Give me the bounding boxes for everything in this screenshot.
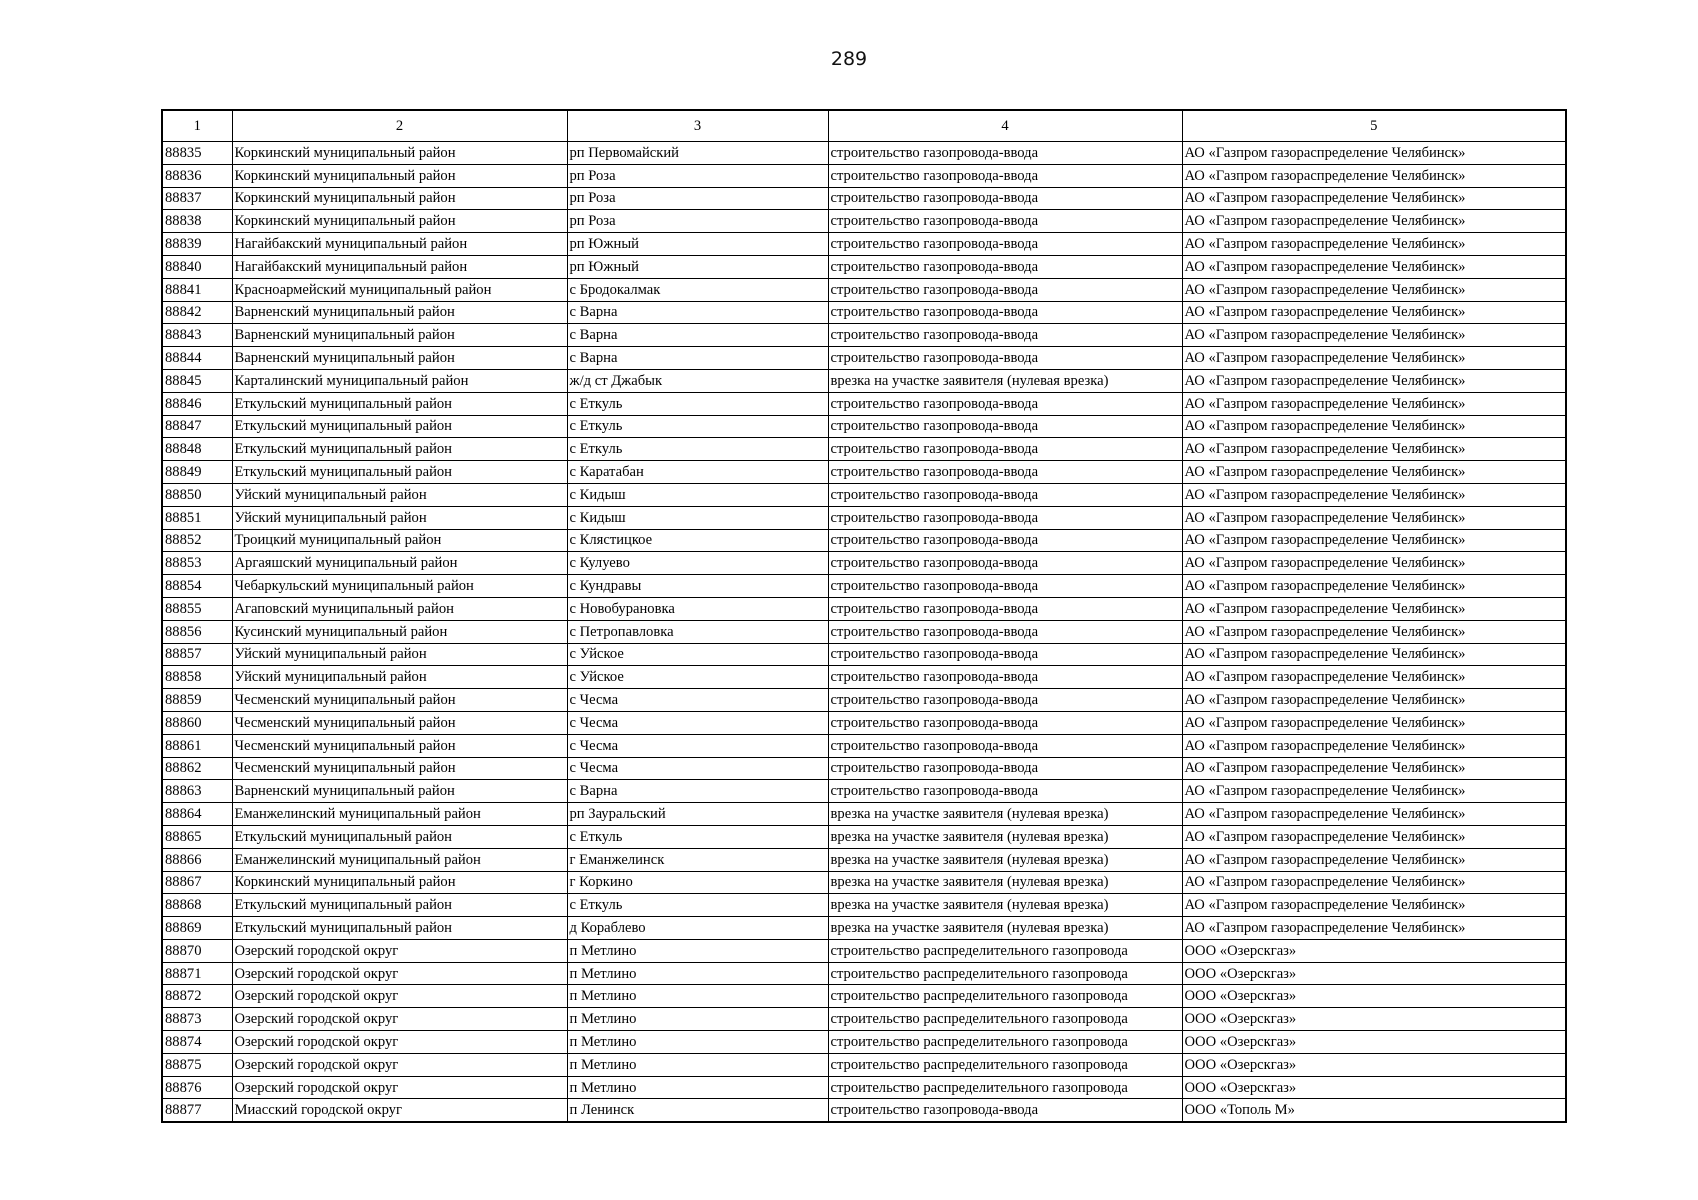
row-number-cell: 88837 (162, 187, 232, 210)
work-type-cell: строительство газопровода-ввода (828, 575, 1182, 598)
organization-cell: АО «Газпром газораспределение Челябинск» (1182, 255, 1566, 278)
work-type-cell: врезка на участке заявителя (нулевая врезка) (828, 894, 1182, 917)
work-type-cell: строительство газопровода-ввода (828, 734, 1182, 757)
settlement-cell: с Чесма (567, 711, 828, 734)
table-row (162, 301, 1566, 324)
district-cell: Озерский городской округ (232, 1076, 567, 1099)
settlement-cell: с Еткуль (567, 438, 828, 461)
settlement-cell: п Метлино (567, 1031, 828, 1054)
organization-cell: АО «Газпром газораспределение Челябинск» (1182, 803, 1566, 826)
row-number-cell: 88874 (162, 1031, 232, 1054)
district-cell: Аргаяшский муниципальный район (232, 552, 567, 575)
work-type-cell: строительство газопровода-ввода (828, 438, 1182, 461)
work-type-cell: врезка на участке заявителя (нулевая врезка) (828, 871, 1182, 894)
row-number-cell: 88860 (162, 711, 232, 734)
row-number-cell: 88836 (162, 164, 232, 187)
work-type-cell: строительство газопровода-ввода (828, 278, 1182, 301)
table-row (162, 643, 1566, 666)
district-cell: Варненский муниципальный район (232, 780, 567, 803)
organization-cell: АО «Газпром газораспределение Челябинск» (1182, 529, 1566, 552)
page-number: 289 (830, 48, 868, 70)
work-type-cell: строительство распределительного газопровода (828, 1053, 1182, 1076)
settlement-cell: с Еткуль (567, 825, 828, 848)
settlement-cell: п Ленинск (567, 1099, 828, 1122)
organization-cell: ООО «Озерскгаз» (1182, 1053, 1566, 1076)
work-type-cell: строительство газопровода-ввода (828, 529, 1182, 552)
header-row (162, 110, 1566, 142)
settlement-cell: с Чесма (567, 689, 828, 712)
district-cell: Варненский муниципальный район (232, 324, 567, 347)
work-type-cell: врезка на участке заявителя (нулевая врезка) (828, 803, 1182, 826)
work-type-cell: строительство газопровода-ввода (828, 483, 1182, 506)
organization-cell: АО «Газпром газораспределение Челябинск» (1182, 597, 1566, 620)
settlement-cell: с Петропавловка (567, 620, 828, 643)
organization-cell: ООО «Озерскгаз» (1182, 939, 1566, 962)
organization-cell: АО «Газпром газораспределение Челябинск» (1182, 369, 1566, 392)
table-row (162, 666, 1566, 689)
district-cell: Еманжелинский муниципальный район (232, 848, 567, 871)
settlement-cell: с Клястицкое (567, 529, 828, 552)
row-number-cell: 88854 (162, 575, 232, 598)
organization-cell: АО «Газпром газораспределение Челябинск» (1182, 438, 1566, 461)
settlement-cell: с Уйское (567, 643, 828, 666)
settlement-cell: с Варна (567, 324, 828, 347)
settlement-cell: с Варна (567, 301, 828, 324)
table-row (162, 711, 1566, 734)
table-row (162, 1008, 1566, 1031)
row-number-cell: 88872 (162, 985, 232, 1008)
table-row (162, 506, 1566, 529)
row-number-cell: 88870 (162, 939, 232, 962)
district-cell: Коркинский муниципальный район (232, 142, 567, 165)
table-row (162, 255, 1566, 278)
district-cell: Карталинский муниципальный район (232, 369, 567, 392)
organization-cell: АО «Газпром газораспределение Челябинск» (1182, 461, 1566, 484)
settlement-cell: рп Южный (567, 233, 828, 256)
settlement-cell: г Коркино (567, 871, 828, 894)
organization-cell: АО «Газпром газораспределение Челябинск» (1182, 415, 1566, 438)
work-type-cell: строительство газопровода-ввода (828, 643, 1182, 666)
table-row (162, 233, 1566, 256)
settlement-cell: п Метлино (567, 1008, 828, 1031)
row-number-cell: 88868 (162, 894, 232, 917)
settlement-cell: с Уйское (567, 666, 828, 689)
work-type-cell: строительство газопровода-ввода (828, 620, 1182, 643)
district-cell: Еткульский муниципальный район (232, 825, 567, 848)
work-type-cell: строительство газопровода-ввода (828, 757, 1182, 780)
work-type-cell: врезка на участке заявителя (нулевая врезка) (828, 369, 1182, 392)
work-type-cell: строительство распределительного газопровода (828, 1008, 1182, 1031)
row-number-cell: 88858 (162, 666, 232, 689)
settlement-cell: с Кундравы (567, 575, 828, 598)
column-header-district: 2 (232, 110, 567, 142)
table-row (162, 575, 1566, 598)
table-row (162, 985, 1566, 1008)
row-number-cell: 88873 (162, 1008, 232, 1031)
work-type-cell: строительство газопровода-ввода (828, 552, 1182, 575)
table-row (162, 461, 1566, 484)
organization-cell: АО «Газпром газораспределение Челябинск» (1182, 506, 1566, 529)
organization-cell: АО «Газпром газораспределение Челябинск» (1182, 187, 1566, 210)
district-cell: Еманжелинский муниципальный район (232, 803, 567, 826)
organization-cell: ООО «Озерскгаз» (1182, 962, 1566, 985)
organization-cell: АО «Газпром газораспределение Челябинск» (1182, 757, 1566, 780)
district-cell: Коркинский муниципальный район (232, 871, 567, 894)
row-number-cell: 88838 (162, 210, 232, 233)
district-cell: Агаповский муниципальный район (232, 597, 567, 620)
district-cell: Варненский муниципальный район (232, 301, 567, 324)
settlement-cell: с Кидыш (567, 483, 828, 506)
organization-cell: АО «Газпром газораспределение Челябинск» (1182, 643, 1566, 666)
work-type-cell: строительство распределительного газопровода (828, 1076, 1182, 1099)
table-row (162, 529, 1566, 552)
district-cell: Чесменский муниципальный район (232, 734, 567, 757)
district-cell: Чесменский муниципальный район (232, 689, 567, 712)
district-cell: Еткульский муниципальный район (232, 894, 567, 917)
organization-cell: АО «Газпром газораспределение Челябинск» (1182, 734, 1566, 757)
table-row (162, 734, 1566, 757)
district-cell: Троицкий муниципальный район (232, 529, 567, 552)
organization-cell: АО «Газпром газораспределение Челябинск» (1182, 233, 1566, 256)
row-number-cell: 88861 (162, 734, 232, 757)
settlement-cell: с Еткуль (567, 894, 828, 917)
organization-cell: АО «Газпром газораспределение Челябинск» (1182, 552, 1566, 575)
settlement-cell: с Каратабан (567, 461, 828, 484)
table-row (162, 825, 1566, 848)
settlement-cell: с Еткуль (567, 392, 828, 415)
table-row (162, 757, 1566, 780)
row-number-cell: 88862 (162, 757, 232, 780)
work-type-cell: строительство газопровода-ввода (828, 666, 1182, 689)
column-header-settlement: 3 (567, 110, 828, 142)
organization-cell: АО «Газпром газораспределение Челябинск» (1182, 575, 1566, 598)
organization-cell: АО «Газпром газораспределение Челябинск» (1182, 164, 1566, 187)
settlement-cell: рп Первомайский (567, 142, 828, 165)
table-row (162, 1031, 1566, 1054)
district-cell: Уйский муниципальный район (232, 506, 567, 529)
settlement-cell: г Еманжелинск (567, 848, 828, 871)
settlement-cell: рп Роза (567, 210, 828, 233)
work-type-cell: строительство газопровода-ввода (828, 187, 1182, 210)
district-cell: Уйский муниципальный район (232, 483, 567, 506)
settlement-cell: с Чесма (567, 757, 828, 780)
district-cell: Коркинский муниципальный район (232, 164, 567, 187)
row-number-cell: 88856 (162, 620, 232, 643)
row-number-cell: 88846 (162, 392, 232, 415)
table-row (162, 1076, 1566, 1099)
table-row (162, 187, 1566, 210)
row-number-cell: 88876 (162, 1076, 232, 1099)
district-cell: Озерский городской округ (232, 1008, 567, 1031)
work-type-cell: строительство газопровода-ввода (828, 142, 1182, 165)
settlement-cell: с Варна (567, 347, 828, 370)
settlement-cell: рп Роза (567, 164, 828, 187)
row-number-cell: 88841 (162, 278, 232, 301)
district-cell: Варненский муниципальный район (232, 347, 567, 370)
work-type-cell: врезка на участке заявителя (нулевая врезка) (828, 917, 1182, 940)
district-cell: Еткульский муниципальный район (232, 438, 567, 461)
settlement-cell: п Метлино (567, 939, 828, 962)
settlement-cell: п Метлино (567, 1076, 828, 1099)
district-cell: Еткульский муниципальный район (232, 392, 567, 415)
work-type-cell: строительство распределительного газопровода (828, 985, 1182, 1008)
district-cell: Озерский городской округ (232, 1031, 567, 1054)
work-type-cell: строительство газопровода-ввода (828, 597, 1182, 620)
district-cell: Чебаркульский муниципальный район (232, 575, 567, 598)
work-type-cell: строительство газопровода-ввода (828, 506, 1182, 529)
settlement-cell: с Еткуль (567, 415, 828, 438)
table-row (162, 438, 1566, 461)
table-row (162, 848, 1566, 871)
table-row (162, 142, 1566, 165)
district-cell: Миасский городской округ (232, 1099, 567, 1122)
district-cell: Уйский муниципальный район (232, 666, 567, 689)
organization-cell: АО «Газпром газораспределение Челябинск» (1182, 848, 1566, 871)
table-row (162, 415, 1566, 438)
work-type-cell: строительство распределительного газопровода (828, 1031, 1182, 1054)
table-row (162, 939, 1566, 962)
work-type-cell: врезка на участке заявителя (нулевая врезка) (828, 825, 1182, 848)
table-body (162, 142, 1566, 1123)
work-type-cell: строительство газопровода-ввода (828, 255, 1182, 278)
organization-cell: АО «Газпром газораспределение Челябинск» (1182, 210, 1566, 233)
table-row (162, 324, 1566, 347)
row-number-cell: 88864 (162, 803, 232, 826)
district-cell: Кусинский муниципальный район (232, 620, 567, 643)
row-number-cell: 88857 (162, 643, 232, 666)
organization-cell: АО «Газпром газораспределение Челябинск» (1182, 666, 1566, 689)
row-number-cell: 88867 (162, 871, 232, 894)
work-type-cell: строительство газопровода-ввода (828, 1099, 1182, 1122)
table-row (162, 1099, 1566, 1122)
organization-cell: АО «Газпром газораспределение Челябинск» (1182, 871, 1566, 894)
row-number-cell: 88842 (162, 301, 232, 324)
settlement-cell: рп Южный (567, 255, 828, 278)
table-row (162, 1053, 1566, 1076)
table-row (162, 962, 1566, 985)
table-row (162, 552, 1566, 575)
table-row (162, 483, 1566, 506)
table-row (162, 894, 1566, 917)
district-cell: Озерский городской округ (232, 985, 567, 1008)
work-type-cell: строительство газопровода-ввода (828, 392, 1182, 415)
organization-cell: ООО «Озерскгаз» (1182, 1008, 1566, 1031)
row-number-cell: 88839 (162, 233, 232, 256)
row-number-cell: 88844 (162, 347, 232, 370)
settlement-cell: с Кидыш (567, 506, 828, 529)
district-cell: Озерский городской округ (232, 962, 567, 985)
district-cell: Еткульский муниципальный район (232, 415, 567, 438)
work-type-cell: строительство газопровода-ввода (828, 347, 1182, 370)
row-number-cell: 88850 (162, 483, 232, 506)
work-type-cell: строительство газопровода-ввода (828, 711, 1182, 734)
district-cell: Уйский муниципальный район (232, 643, 567, 666)
row-number-cell: 88852 (162, 529, 232, 552)
row-number-cell: 88851 (162, 506, 232, 529)
column-header-work-type: 4 (828, 110, 1182, 142)
table-row (162, 620, 1566, 643)
table-row (162, 278, 1566, 301)
row-number-cell: 88849 (162, 461, 232, 484)
district-cell: Нагайбакский муниципальный район (232, 233, 567, 256)
settlement-cell: с Новобурановка (567, 597, 828, 620)
district-cell: Еткульский муниципальный район (232, 917, 567, 940)
table-row (162, 597, 1566, 620)
row-number-cell: 88869 (162, 917, 232, 940)
row-number-cell: 88835 (162, 142, 232, 165)
table-row (162, 369, 1566, 392)
settlement-cell: рп Роза (567, 187, 828, 210)
row-number-cell: 88843 (162, 324, 232, 347)
work-type-cell: строительство газопровода-ввода (828, 461, 1182, 484)
organization-cell: ООО «Озерскгаз» (1182, 985, 1566, 1008)
organization-cell: ООО «Тополь М» (1182, 1099, 1566, 1122)
settlement-cell: п Метлино (567, 985, 828, 1008)
row-number-cell: 88875 (162, 1053, 232, 1076)
row-number-cell: 88866 (162, 848, 232, 871)
district-cell: Чесменский муниципальный район (232, 757, 567, 780)
district-cell: Озерский городской округ (232, 939, 567, 962)
organization-cell: АО «Газпром газораспределение Челябинск» (1182, 347, 1566, 370)
organization-cell: ООО «Озерскгаз» (1182, 1076, 1566, 1099)
organization-cell: АО «Газпром газораспределение Челябинск» (1182, 780, 1566, 803)
district-cell: Красноармейский муниципальный район (232, 278, 567, 301)
settlement-cell: с Варна (567, 780, 828, 803)
settlement-cell: п Метлино (567, 1053, 828, 1076)
district-cell: Коркинский муниципальный район (232, 210, 567, 233)
table-row (162, 210, 1566, 233)
organization-cell: АО «Газпром газораспределение Челябинск» (1182, 917, 1566, 940)
settlement-cell: с Кулуево (567, 552, 828, 575)
row-number-cell: 88871 (162, 962, 232, 985)
column-header-organization: 5 (1182, 110, 1566, 142)
row-number-cell: 88855 (162, 597, 232, 620)
district-cell: Коркинский муниципальный район (232, 187, 567, 210)
table-header (162, 110, 1566, 142)
work-type-cell: строительство газопровода-ввода (828, 780, 1182, 803)
table-row (162, 871, 1566, 894)
work-type-cell: врезка на участке заявителя (нулевая врезка) (828, 848, 1182, 871)
work-type-cell: строительство распределительного газопровода (828, 962, 1182, 985)
row-number-cell: 88865 (162, 825, 232, 848)
organization-cell: АО «Газпром газораспределение Челябинск» (1182, 825, 1566, 848)
settlement-cell: ж/д ст Джабык (567, 369, 828, 392)
work-type-cell: строительство распределительного газопровода (828, 939, 1182, 962)
work-type-cell: строительство газопровода-ввода (828, 301, 1182, 324)
table-row (162, 780, 1566, 803)
organization-cell: АО «Газпром газораспределение Челябинск» (1182, 620, 1566, 643)
work-type-cell: строительство газопровода-ввода (828, 210, 1182, 233)
row-number-cell: 88877 (162, 1099, 232, 1122)
organization-cell: АО «Газпром газораспределение Челябинск» (1182, 392, 1566, 415)
settlement-cell: с Бродокалмак (567, 278, 828, 301)
row-number-cell: 88847 (162, 415, 232, 438)
row-number-cell: 88848 (162, 438, 232, 461)
registry-table (161, 109, 1567, 1123)
table-row (162, 689, 1566, 712)
settlement-cell: рп Зауральский (567, 803, 828, 826)
row-number-cell: 88859 (162, 689, 232, 712)
work-type-cell: строительство газопровода-ввода (828, 324, 1182, 347)
organization-cell: АО «Газпром газораспределение Челябинск» (1182, 894, 1566, 917)
settlement-cell: д Кораблево (567, 917, 828, 940)
work-type-cell: строительство газопровода-ввода (828, 415, 1182, 438)
row-number-cell: 88853 (162, 552, 232, 575)
table-row (162, 347, 1566, 370)
table-row (162, 917, 1566, 940)
organization-cell: АО «Газпром газораспределение Челябинск» (1182, 689, 1566, 712)
settlement-cell: п Метлино (567, 962, 828, 985)
table-row (162, 392, 1566, 415)
table-row (162, 803, 1566, 826)
organization-cell: АО «Газпром газораспределение Челябинск» (1182, 324, 1566, 347)
organization-cell: АО «Газпром газораспределение Челябинск» (1182, 483, 1566, 506)
work-type-cell: строительство газопровода-ввода (828, 689, 1182, 712)
settlement-cell: с Чесма (567, 734, 828, 757)
organization-cell: АО «Газпром газораспределение Челябинск» (1182, 142, 1566, 165)
organization-cell: АО «Газпром газораспределение Челябинск» (1182, 711, 1566, 734)
row-number-cell: 88845 (162, 369, 232, 392)
district-cell: Чесменский муниципальный район (232, 711, 567, 734)
district-cell: Озерский городской округ (232, 1053, 567, 1076)
organization-cell: АО «Газпром газораспределение Челябинск» (1182, 278, 1566, 301)
organization-cell: ООО «Озерскгаз» (1182, 1031, 1566, 1054)
row-number-cell: 88863 (162, 780, 232, 803)
work-type-cell: строительство газопровода-ввода (828, 164, 1182, 187)
district-cell: Нагайбакский муниципальный район (232, 255, 567, 278)
row-number-cell: 88840 (162, 255, 232, 278)
work-type-cell: строительство газопровода-ввода (828, 233, 1182, 256)
organization-cell: АО «Газпром газораспределение Челябинск» (1182, 301, 1566, 324)
district-cell: Еткульский муниципальный район (232, 461, 567, 484)
table-row (162, 164, 1566, 187)
column-header-number: 1 (162, 110, 232, 142)
